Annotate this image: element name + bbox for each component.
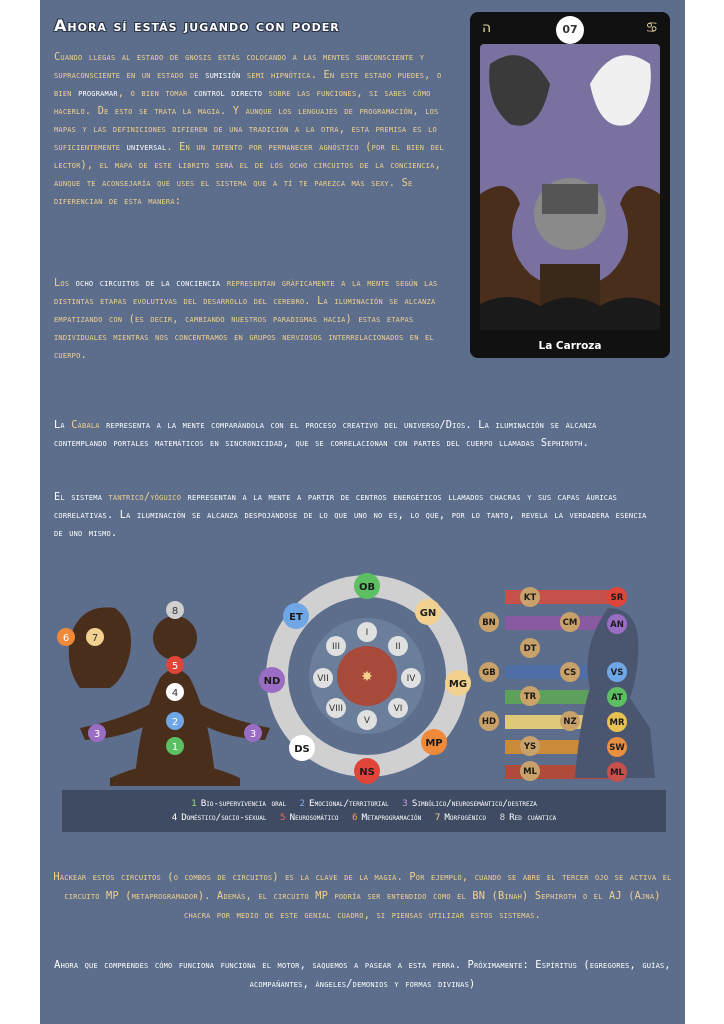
circuits-legend — [62, 790, 666, 832]
chakra-ml: ML — [610, 768, 624, 778]
circuits-illustration — [40, 568, 685, 788]
chakra-number-3-right: 3 — [249, 729, 257, 740]
cabala-highlight: Cábala — [71, 419, 100, 431]
cabala-text-2: representa a la mente comparándola con el proceso creativo del universo/Dios. La iluminación se alcanza contemplando portales matemáticos en sincronicidad, que se correlacionan con partes del cuerpo llamadas Sephiroth. — [54, 419, 597, 449]
circuits-text-1: Los — [54, 277, 76, 289]
tantric-text-1: El sistema — [54, 491, 109, 503]
hebrew-letter-glyph: ה — [482, 20, 492, 36]
page-title: Ahora sí estás jugando con poder — [54, 16, 340, 35]
tarot-illustration — [480, 44, 660, 330]
sephira-nz: NZ — [563, 717, 577, 727]
dark-sphinx-shape — [489, 55, 550, 126]
legend-label: Emocional/territorial — [309, 798, 389, 809]
intro-text-1: Cuando llegas al estado de gnosis estás colocando a las mentes subconsciente y supraconsciente en un estado de — [54, 51, 425, 81]
legend-label: Doméstico/socio-sexual — [181, 812, 267, 823]
chakra-number-4: 4 — [171, 688, 179, 699]
sephira-gb: GB — [482, 668, 496, 678]
legend-number: 1 — [191, 798, 197, 809]
legend-item-3 — [402, 798, 537, 809]
roman-VI: VI — [393, 704, 403, 714]
legend-item-4 — [172, 812, 267, 823]
sephira-cs: CS — [563, 668, 577, 678]
ring-label-gn: GN — [419, 608, 437, 619]
legend-number: 7 — [434, 812, 441, 823]
roman-VIII: VIII — [328, 704, 344, 714]
legend-row-2 — [62, 812, 666, 823]
cabala-text-1: La — [54, 419, 72, 431]
light-sphinx-shape — [590, 55, 651, 126]
circuits-highlight: ocho circuitos de la conciencia — [75, 277, 221, 289]
legend-label: Metaprogramación — [361, 812, 422, 823]
legend-item-2 — [300, 798, 389, 809]
intro-text-4: sobre las funciones, si sabes cómo hacerlo. De esto se trata la magia. Y aunque los lenguajes de programación, los mapas y las definiciones difieren de una tradición a la otra, esta premisa es lo suficientemente — [54, 87, 439, 153]
ring-label-nd: ND — [263, 676, 281, 687]
chakra-number-6: 6 — [62, 633, 70, 644]
tarot-label: La Carroza — [538, 340, 602, 352]
intro-text-3: , o bien tomar — [117, 87, 194, 99]
legend-item-1 — [191, 798, 286, 809]
tantric-paragraph — [54, 488, 654, 542]
intro-text-5: . En un intento por permanecer agnóstico (por el bien del lector), el mapa de este librito será el de los ocho circuitos de la conciencia, aunque te aconsejaría que uses el sistema que a tí te parezca más sexy. Se diferencian de esta manera: — [54, 141, 444, 207]
chakra-number-8: 8 — [171, 606, 179, 617]
sephira-tr: TR — [523, 692, 537, 702]
chakra-number-2: 2 — [171, 717, 179, 728]
chakra-number-1: 1 — [171, 742, 179, 753]
chakra-vs: VS — [610, 668, 624, 678]
intro-highlight-sumision: sumisión — [205, 69, 241, 81]
center-star-icon: ✸ — [361, 669, 373, 685]
legend-item-5 — [280, 812, 338, 823]
chakra-number-3-left: 3 — [93, 729, 101, 740]
closing-paragraph: Hackear estos circuitos (o combos de circuitos) es la clave de la magia. Por ejemplo, cuando se abre el tercer ojo se activa el circuito MP (metaprogramador). Además, el circuito MP podría ser entendido como el BN (Binah) Sephiroth o el AJ (Ajna) chacra por medio de este genial cuadro, si piensas utilizar estos sistemas. — [53, 871, 672, 921]
cancer-sign-glyph: ♋ — [645, 20, 658, 36]
legend-number: 8 — [499, 812, 506, 823]
ring-label-mp: MP — [425, 738, 443, 749]
legend-number: 6 — [352, 812, 358, 823]
chakra-mr: MR — [609, 718, 625, 728]
roman-II: II — [395, 642, 401, 652]
chakra-sr: SR — [610, 593, 624, 603]
chakra-at: AT — [611, 693, 623, 703]
roman-I: I — [365, 628, 369, 638]
circuits-paragraph — [54, 274, 454, 364]
sephira-kt: KT — [523, 593, 537, 603]
legend-item-7 — [435, 812, 486, 823]
sephira-cm: CM — [562, 618, 578, 628]
chariot-illustration — [480, 44, 660, 330]
tarot-number: 07 — [556, 16, 584, 44]
legend-number: 3 — [402, 798, 408, 809]
chakra-number-5: 5 — [171, 661, 179, 672]
legend-number: 4 — [171, 812, 178, 823]
sephira-ml: ML — [523, 767, 537, 777]
sephira-bn: BN — [482, 618, 496, 628]
roman-VII: VII — [317, 674, 329, 684]
ring-label-ds: DS — [294, 744, 310, 755]
legend-item-6 — [352, 812, 421, 823]
head-profile — [69, 607, 131, 688]
page — [40, 0, 685, 1024]
wave-shape — [480, 297, 660, 330]
sephira-hd: HD — [481, 717, 497, 727]
chakra-number-7: 7 — [91, 633, 99, 644]
intro-highlight-control: control directo — [193, 87, 263, 99]
intro-paragraph — [54, 48, 454, 210]
tantric-text-2: representan a la mente a partir de centros energéticos llamados chacras y sus capas áuricas correlativas. La iluminación se alcanza despojándose de lo que uno no es, lo que, por lo tanto, revela la verdadera esencia de uno mismo. — [54, 491, 647, 539]
roman-IV: IV — [406, 674, 416, 684]
intro-text-2: semi hipnótica. En este estado puedes, o bien — [54, 69, 442, 99]
legend-number: 2 — [299, 798, 306, 809]
sephira-dt: DT — [523, 644, 537, 654]
ring-label-ob: OB — [358, 582, 376, 593]
ring-label-et: ET — [289, 612, 303, 623]
chakra-an: AN — [610, 620, 624, 630]
intro-highlight-universal: universal — [126, 141, 167, 153]
legend-label: Neurosomático — [289, 812, 339, 823]
circuits-text-2: representan gráficamente a la mente según las distintas etapas evolutivas del desarrollo del cerebro. La iluminación se alcanza empatizando con (es decir, cambiando nuestros paradigmas hacia) estas etapas individuales mientras nos concentramos en grupos nerviosos interrelacionados en el cuerpo. — [54, 277, 438, 361]
legend-row-1 — [62, 798, 666, 809]
roman-V: V — [363, 716, 371, 726]
intro-highlight-programar: programar — [78, 87, 118, 99]
sephiroth-tree — [479, 587, 655, 782]
legend-number: 5 — [280, 812, 286, 823]
ring-label-ns: NS — [359, 767, 375, 778]
legend-label: Morfogénico — [444, 812, 487, 823]
character-hair — [542, 184, 598, 214]
tantric-highlight: tántrico/yóguico — [108, 491, 182, 503]
ring-label-mg: MG — [448, 679, 468, 690]
tarot-card — [470, 12, 670, 358]
legend-label: Bio-supervivencia oral — [200, 798, 286, 809]
sephira-ys: YS — [523, 742, 537, 752]
legend-label: Red cuántica — [509, 812, 557, 823]
chakra-sw: SW — [609, 743, 625, 753]
legend-label: Simbólico/neurosemántico/destreza — [411, 798, 537, 809]
outro-paragraph: Ahora que comprendes cómo funciona funciona el motor, saquemos a pasear a esta perra. Próximamente: Espíritus (egregores, guías, acompañantes, ángeles/demonios y formas divinas) — [54, 959, 671, 990]
roman-III: III — [332, 642, 340, 652]
legend-item-8 — [500, 812, 557, 823]
cabala-paragraph — [54, 416, 654, 452]
